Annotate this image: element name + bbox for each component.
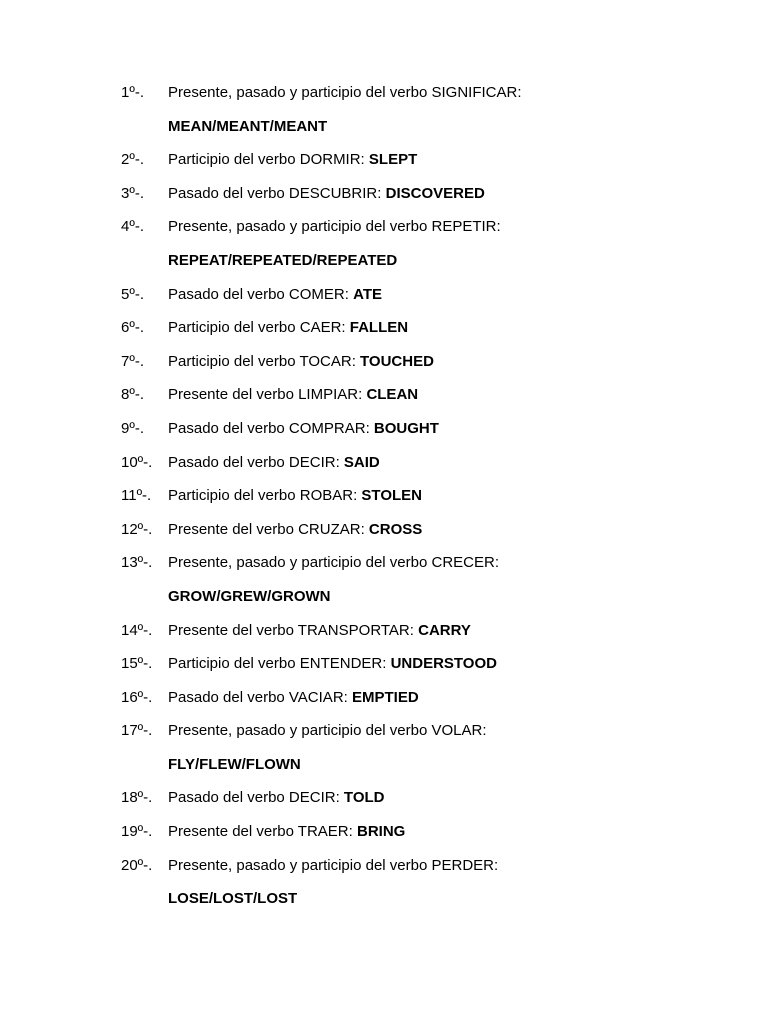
exercise-item-answer-line	[121, 118, 721, 152]
item-text	[168, 454, 721, 472]
item-number: 11º-.	[121, 487, 152, 505]
item-text	[168, 319, 721, 337]
item-number: 13º-.	[121, 554, 153, 572]
item-text	[168, 151, 721, 169]
item-question: Participio del verbo DORMIR:	[168, 151, 369, 169]
item-answer: FLY/FLEW/FLOWN	[168, 755, 301, 773]
exercise-item	[121, 521, 721, 555]
item-text	[168, 487, 721, 505]
item-answer: DISCOVERED	[385, 184, 485, 202]
item-answer: EMPTIED	[351, 688, 419, 706]
item-number: 2º-.	[121, 151, 144, 169]
exercise-item-answer-line	[121, 756, 721, 790]
item-question: Presente del verbo CRUZAR:	[168, 520, 369, 538]
item-number: 5º-.	[121, 285, 144, 303]
item-text	[168, 185, 721, 203]
item-number: 7º-.	[121, 352, 144, 370]
item-number: 6º-.	[121, 319, 144, 337]
exercise-item	[121, 286, 721, 320]
item-number: 10º-.	[121, 453, 153, 471]
item-question: Participio del verbo ENTENDER:	[168, 655, 391, 673]
exercise-item-answer-line	[121, 890, 721, 924]
item-question: Pasado del verbo VACIAR:	[168, 688, 352, 706]
item-number: 3º-.	[121, 184, 144, 202]
item-number: 14º-.	[121, 621, 153, 639]
item-question: Pasado del verbo COMPRAR:	[168, 419, 374, 437]
exercise-item	[121, 185, 721, 219]
exercise-item-answer-line	[121, 588, 721, 622]
exercise-item	[121, 218, 721, 252]
item-number: 20º-.	[121, 856, 153, 874]
exercise-item	[121, 386, 721, 420]
item-answer: LOSE/LOST/LOST	[168, 890, 298, 908]
item-answer: TOUCHED	[360, 352, 434, 370]
item-question: Pasado del verbo DESCUBRIR:	[168, 184, 386, 202]
item-number: 9º-.	[121, 419, 144, 437]
item-answer: BRING	[356, 823, 406, 841]
item-answer: TOLD	[343, 789, 385, 807]
exercise-item	[121, 487, 721, 521]
item-question: Pasado del verbo DECIR:	[168, 789, 344, 807]
item-number: 19º-.	[121, 823, 153, 841]
exercise-item	[121, 319, 721, 353]
item-answer: REPEAT/REPEATED/REPEATED	[168, 251, 398, 269]
item-number: 12º-.	[121, 520, 153, 538]
exercise-item	[121, 622, 721, 656]
item-question: Presente del verbo TRAER:	[168, 823, 357, 841]
item-question: Presente, pasado y participio del verbo SIGNIFICAR:	[168, 84, 522, 101]
item-text	[168, 689, 721, 707]
exercise-item	[121, 823, 721, 857]
item-answer: CROSS	[368, 520, 423, 538]
exercise-item	[121, 151, 721, 185]
exercise-item	[121, 655, 721, 689]
exercise-item	[121, 554, 721, 588]
item-answer: SLEPT	[368, 151, 418, 169]
item-text	[168, 420, 721, 438]
item-text	[168, 84, 721, 102]
item-number: 15º-.	[121, 655, 153, 673]
item-question: Pasado del verbo DECIR:	[168, 453, 344, 471]
item-number: 16º-.	[121, 688, 153, 706]
item-answer: FALLEN	[349, 319, 409, 337]
item-number: 4º-.	[121, 218, 144, 236]
item-number: 1º-.	[121, 84, 144, 101]
exercise-item	[121, 722, 721, 756]
item-text	[168, 823, 721, 841]
item-answer: STOLEN	[361, 487, 422, 505]
item-answer: CARRY	[418, 621, 471, 639]
item-question: Presente del verbo TRANSPORTAR:	[168, 621, 419, 639]
item-answer: MEAN/MEANT/MEANT	[168, 117, 328, 135]
item-question: Participio del verbo ROBAR:	[168, 487, 362, 505]
item-text	[168, 789, 721, 807]
item-answer: ATE	[353, 285, 382, 303]
item-number: 8º-.	[121, 386, 144, 404]
exercise-item	[121, 420, 721, 454]
item-text	[168, 386, 721, 404]
exercise-item	[121, 689, 721, 723]
item-number: 17º-.	[121, 722, 153, 740]
item-text	[168, 722, 721, 740]
item-question: Presente del verbo LIMPIAR:	[168, 386, 367, 404]
item-question: Presente, pasado y participio del verbo VOLAR:	[168, 722, 487, 740]
exercise-item-answer-line	[121, 252, 721, 286]
item-answer: CLEAN	[366, 386, 419, 404]
item-question: Participio del verbo TOCAR:	[168, 352, 361, 370]
item-text	[168, 655, 721, 673]
item-text	[168, 353, 721, 371]
item-question: Presente, pasado y participio del verbo PERDER:	[168, 856, 499, 874]
item-answer: SAID	[343, 453, 380, 471]
item-text	[168, 218, 721, 236]
exercise-item	[121, 84, 721, 118]
item-text	[168, 554, 721, 572]
item-question: Presente, pasado y participio del verbo REPETIR:	[168, 218, 501, 236]
item-question: Presente, pasado y participio del verbo CRECER:	[168, 554, 499, 572]
item-answer: BOUGHT	[373, 419, 439, 437]
item-text	[168, 286, 721, 304]
item-number: 18º-.	[121, 789, 153, 807]
exercise-item	[121, 454, 721, 488]
exercise-item	[121, 789, 721, 823]
exercise-list	[121, 84, 721, 924]
item-question: Participio del verbo CAER:	[168, 319, 350, 337]
item-text	[168, 857, 721, 875]
item-answer: GROW/GREW/GROWN	[168, 587, 331, 605]
item-answer: UNDERSTOOD	[390, 655, 497, 673]
exercise-item	[121, 857, 721, 891]
item-text	[168, 622, 721, 640]
item-text	[168, 521, 721, 539]
exercise-item	[121, 353, 721, 387]
item-question: Pasado del verbo COMER:	[168, 285, 354, 303]
